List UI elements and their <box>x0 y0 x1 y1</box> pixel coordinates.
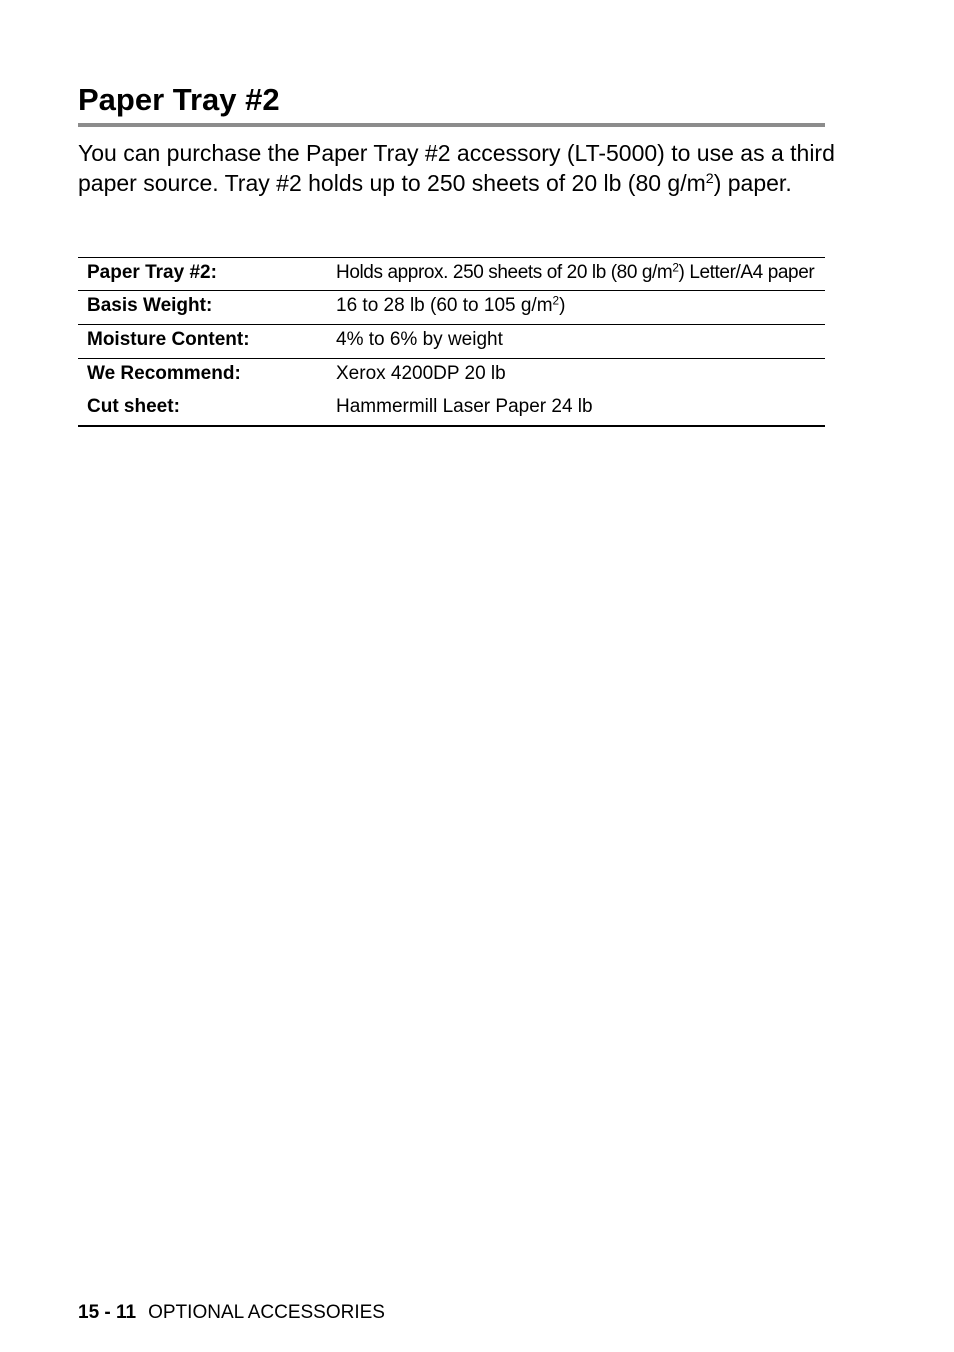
spec-value-text: Holds approx. 250 sheets of 20 lb (80 g/m <box>336 262 673 283</box>
spec-label-moisture: Moisture Content: <box>87 329 250 350</box>
intro-superscript: 2 <box>705 170 714 187</box>
section-name: OPTIONAL ACCESSORIES <box>148 1302 385 1323</box>
spec-value-superscript: 2 <box>552 294 560 308</box>
page-number: 15 - 11 <box>78 1302 137 1323</box>
spec-label-cut-sheet: Cut sheet: <box>87 396 180 417</box>
page-footer <box>78 1300 385 1326</box>
spec-value-superscript: 2 <box>672 261 679 275</box>
spec-value-recommend: Xerox 4200DP 20 lb <box>336 363 506 384</box>
table-row <box>78 391 825 425</box>
spec-table <box>78 257 825 427</box>
spec-value-paper-tray <box>336 260 825 286</box>
spec-value-cut-sheet: Hammermill Laser Paper 24 lb <box>336 396 593 417</box>
table-row <box>78 291 825 325</box>
spec-value-moisture: 4% to 6% by weight <box>336 329 503 350</box>
spec-label-paper-tray: Paper Tray #2: <box>87 262 217 283</box>
spec-label-recommend: We Recommend: <box>87 363 241 384</box>
spec-value-text: 16 to 28 lb (60 to 105 g/m <box>336 295 553 316</box>
table-row <box>78 359 825 391</box>
table-row <box>78 325 825 359</box>
title-divider <box>78 123 825 127</box>
spec-value-text-end: ) Letter/A4 paper <box>678 262 815 283</box>
intro-text-start: You can purchase the Paper Tray #2 accessory (LT-5000) to use as a third paper source. Tray #2 holds up to 250 sheets of 20 lb (80 g/m <box>78 140 835 196</box>
intro-paragraph <box>78 139 838 198</box>
spec-label-basis-weight: Basis Weight: <box>87 295 213 316</box>
table-row <box>78 258 825 291</box>
page-title: Paper Tray #2 <box>78 82 280 117</box>
spec-value-basis-weight <box>336 293 825 319</box>
spec-value-text-end: ) <box>559 295 566 316</box>
intro-text-end: ) paper. <box>713 169 792 196</box>
